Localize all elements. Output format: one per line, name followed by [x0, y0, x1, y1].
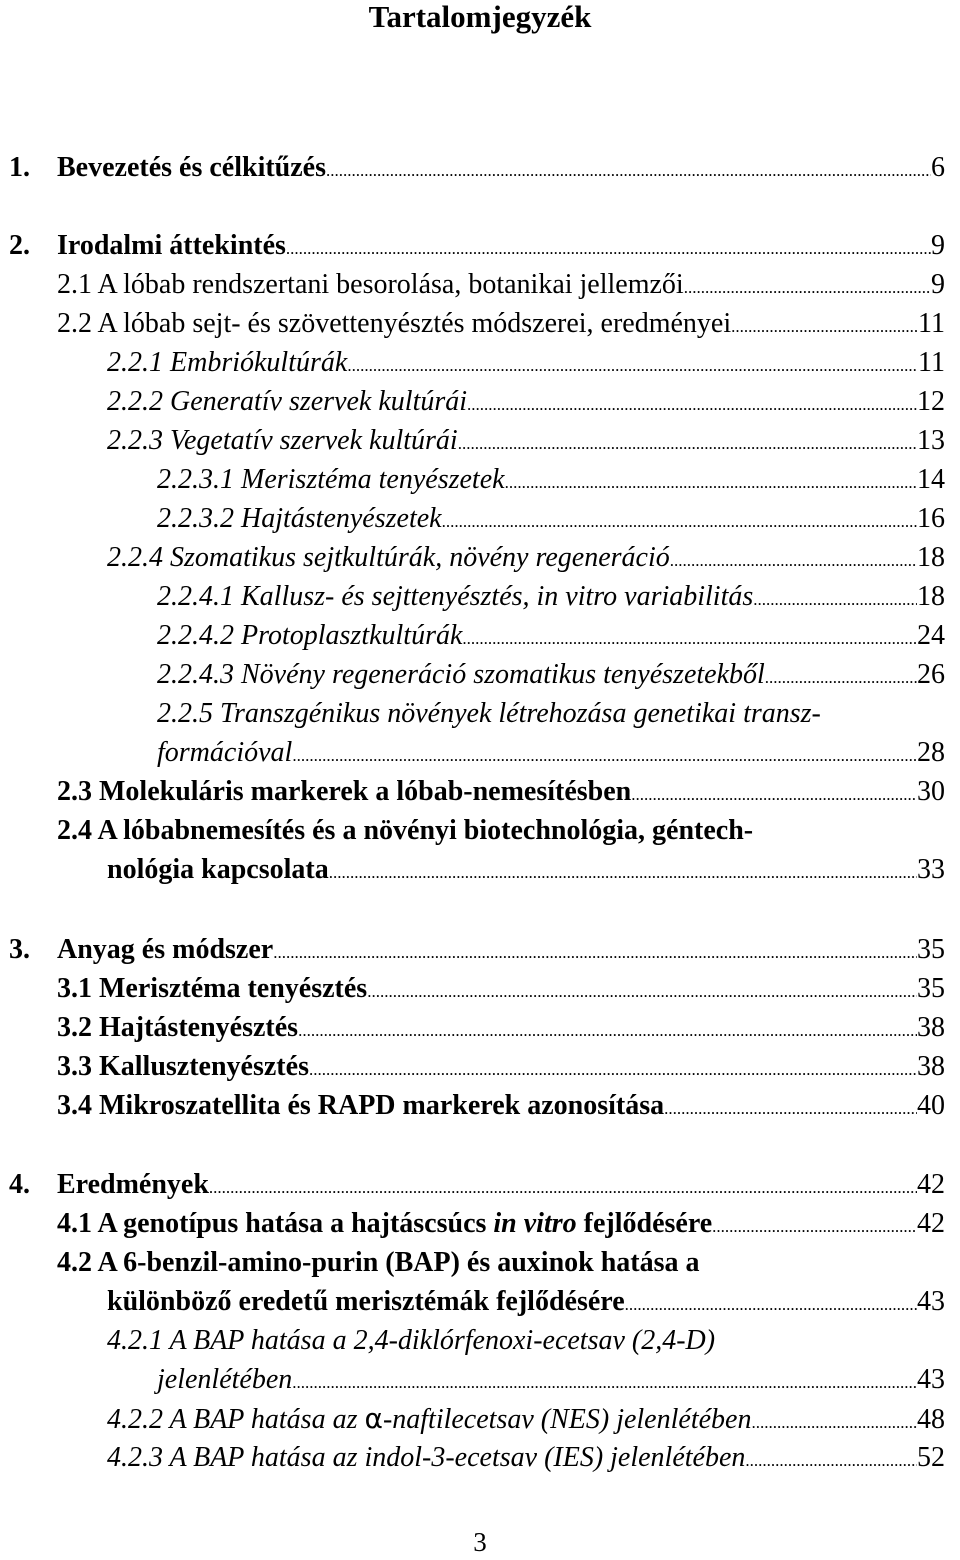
toc-entry-page: 43: [917, 1286, 945, 1317]
toc-entry-2-2-4-2[interactable]: [157, 618, 945, 657]
toc-entry-page: 11: [918, 308, 945, 339]
toc-entry-page: 42: [917, 1169, 945, 1200]
toc-leader-dots: [286, 231, 931, 267]
toc-entry-label: 2.2.4.1 Kallusz- és sejttenyésztés, in vitro variabilitás: [157, 581, 754, 612]
toc-entry-page: 33: [917, 854, 945, 885]
toc-entry-2-2-3-1[interactable]: [157, 462, 945, 501]
toc-entry-2-2-1[interactable]: [107, 345, 945, 384]
toc-entry-page: 9: [931, 269, 945, 300]
toc-entry-page: 30: [917, 776, 945, 807]
page-number: 3: [473, 1527, 487, 1557]
toc-entry-page: 9: [931, 230, 945, 261]
toc-leader-dots: [273, 935, 917, 971]
toc-leader-dots: [712, 1209, 917, 1245]
toc-leader-dots: [765, 660, 917, 696]
toc-entry-page: 11: [918, 347, 945, 378]
toc-leader-dots: [753, 582, 917, 618]
toc-leader-dots: [329, 855, 917, 891]
toc-entry-label: 2.2.3.2 Hajtástenyészetek: [157, 503, 442, 534]
toc-leader-dots: [684, 270, 931, 306]
toc-entry-2-4[interactable]: [107, 852, 945, 891]
toc-entry-3-4[interactable]: [57, 1088, 945, 1127]
toc-entry-page: 35: [917, 934, 945, 965]
toc-entry-label: [57, 1206, 712, 1242]
toc-entry-page: 18: [917, 542, 945, 573]
toc-label-part: 4.2.2 A BAP hatása az: [107, 1404, 365, 1435]
toc-entry-2-2-5-line1[interactable]: 2.2.5 Transzgénikus növények létrehozása genetikai transz-: [157, 698, 821, 729]
toc-entry-page: 38: [917, 1051, 945, 1082]
toc-entry-2-3[interactable]: [57, 774, 945, 813]
toc-leader-dots: [298, 1013, 917, 1049]
toc-leader-dots: [664, 1091, 917, 1127]
toc-entry-2-2-3-2[interactable]: [157, 501, 945, 540]
toc-leader-dots: [442, 504, 917, 540]
toc-entry-page: 24: [917, 620, 945, 651]
toc-leader-dots: [347, 348, 918, 384]
toc-entry-2-2-3[interactable]: [107, 423, 945, 462]
toc-entry-2-2-4[interactable]: [107, 540, 945, 579]
toc-entry-3[interactable]: [9, 932, 945, 971]
toc-leader-dots: [326, 153, 931, 189]
toc-entry-number: 3.: [9, 934, 30, 965]
alpha-symbol: α: [364, 1402, 383, 1435]
toc-entry-label: 2.2.4.2 Protoplasztkultúrák: [157, 620, 463, 651]
toc-entry-number: 1.: [9, 152, 30, 183]
toc-entry-label: 2.2.4.3 Növény regeneráció szomatikus tenyészetekből: [157, 659, 765, 690]
toc-entry-label: 2.2.4 Szomatikus sejtkultúrák, növény regeneráció: [107, 542, 670, 573]
toc-label-part: fejlődésére: [576, 1208, 713, 1239]
toc-leader-dots: [631, 777, 917, 813]
toc-entry-page: 16: [917, 503, 945, 534]
toc-leader-dots: [467, 387, 917, 423]
toc-entry-label: Bevezetés és célkitűzés: [57, 152, 326, 183]
toc-entry-2-4-line1[interactable]: 2.4 A lóbabnemesítés és a növényi biotechnológia, géntech-: [57, 815, 754, 846]
toc-entry-label: [107, 1401, 751, 1438]
toc-leader-dots: [505, 465, 917, 501]
toc-entry-2-2-5[interactable]: [157, 735, 945, 774]
toc-entry-label: 2.3 Molekuláris markerek a lóbab-nemesítésben: [57, 776, 632, 807]
toc-entry-2-2-4-3[interactable]: [157, 657, 945, 696]
toc-entry-2-1[interactable]: [57, 267, 945, 306]
toc-entry-3-1[interactable]: [57, 971, 945, 1010]
toc-entry-label: 2.2 A lóbab sejt- és szövettenyésztés módszerei, eredményei: [57, 308, 732, 339]
toc-entry-number: 4.: [9, 1169, 30, 1200]
toc-entry-label: Anyag és módszer: [57, 934, 274, 965]
toc-leader-dots: [209, 1170, 917, 1206]
toc-entry-label: Eredmények: [57, 1169, 209, 1200]
toc-entry-label: 2.2.3 Vegetatív szervek kultúrái: [107, 425, 458, 456]
toc-entry-label: jelenlétében: [157, 1364, 293, 1395]
toc-entry-4-2[interactable]: [107, 1284, 945, 1323]
toc-entry-label: 3.3 Kallusztenyésztés: [57, 1051, 309, 1082]
toc-label-italic: in vitro: [493, 1208, 577, 1239]
toc-entry-4-2-1[interactable]: [157, 1362, 945, 1401]
toc-entry-4-2-3[interactable]: [107, 1440, 945, 1479]
toc-leader-dots: [745, 1443, 917, 1479]
toc-entry-label: 4.2.3 A BAP hatása az indol-3-ecetsav (IES) jelenlétében: [107, 1442, 746, 1473]
toc-entry-2-2[interactable]: [57, 306, 945, 345]
toc-leader-dots: [458, 426, 917, 462]
toc-entry-page: 52: [917, 1442, 945, 1473]
page-title: Tartalomjegyzék: [368, 0, 592, 34]
toc-entry-4-2-line1[interactable]: 4.2 A 6-benzil-amino-purin (BAP) és auxinok hatása a: [57, 1247, 700, 1278]
toc-entry-page: 28: [917, 737, 945, 768]
toc-entry-label: 2.1 A lóbab rendszertani besorolása, botanikai jellemzői: [57, 269, 684, 300]
toc-entry-page: 26: [917, 659, 945, 690]
toc-entry-label: különböző eredetű merisztémák fejlődésére: [107, 1286, 625, 1317]
toc-entry-page: 14: [917, 464, 945, 495]
toc-leader-dots: [292, 738, 917, 774]
toc-entry-page: 6: [931, 152, 945, 183]
toc-entry-page: 43: [917, 1364, 945, 1395]
toc-leader-dots: [292, 1365, 917, 1401]
toc-entry-4-2-1-line1[interactable]: 4.2.1 A BAP hatása a 2,4-diklórfenoxi-ecetsav (2,4-D): [107, 1325, 716, 1356]
toc-leader-dots: [367, 974, 917, 1010]
toc-label-part: -naftilecetsav (NES) jelenlétében: [382, 1404, 752, 1435]
toc-label-part: 4.1 A genotípus hatása a hajtáscsúcs: [57, 1208, 494, 1239]
toc-entry-label: 3.2 Hajtástenyésztés: [57, 1012, 299, 1043]
toc-entry-2[interactable]: [9, 228, 945, 267]
toc-leader-dots: [731, 309, 918, 345]
toc-entry-page: 38: [917, 1012, 945, 1043]
toc-entry-3-3[interactable]: [57, 1049, 945, 1088]
toc-entry-label: 2.2.1 Embriókultúrák: [107, 347, 348, 378]
toc-entry-label: 2.2.3.1 Merisztéma tenyészetek: [157, 464, 505, 495]
toc-entry-page: 35: [917, 973, 945, 1004]
toc-entry-2-2-4-1[interactable]: [157, 579, 945, 618]
toc-leader-dots: [670, 543, 917, 579]
toc-entry-page: 12: [917, 386, 945, 417]
toc-leader-dots: [625, 1287, 917, 1323]
toc-leader-dots: [309, 1052, 917, 1088]
toc-entry-label: 3.4 Mikroszatellita és RAPD markerek azonosítása: [57, 1090, 665, 1121]
toc-entry-1[interactable]: [9, 150, 945, 189]
toc-entry-2-2-2[interactable]: [107, 384, 945, 423]
toc-entry-4-2-2[interactable]: [107, 1401, 945, 1441]
toc-entry-label: formációval: [157, 737, 293, 768]
toc-entry-label: 2.2.2 Generatív szervek kultúrái: [107, 386, 468, 417]
toc-entry-page: 48: [917, 1404, 945, 1435]
toc-entry-number: 2.: [9, 230, 30, 261]
toc-entry-page: 13: [917, 425, 945, 456]
toc-leader-dots: [751, 1405, 917, 1441]
toc-entry-4[interactable]: [9, 1167, 945, 1206]
toc-entry-label: 3.1 Merisztéma tenyésztés: [57, 973, 368, 1004]
toc-entry-3-2[interactable]: [57, 1010, 945, 1049]
toc-entry-4-1[interactable]: [57, 1206, 945, 1245]
toc-entry-label: Irodalmi áttekintés: [57, 230, 286, 261]
toc-entry-page: 42: [917, 1208, 945, 1239]
toc-leader-dots: [462, 621, 917, 657]
toc-entry-page: 18: [917, 581, 945, 612]
toc-entry-page: 40: [917, 1090, 945, 1121]
toc-entry-label: nológia kapcsolata: [107, 854, 329, 885]
